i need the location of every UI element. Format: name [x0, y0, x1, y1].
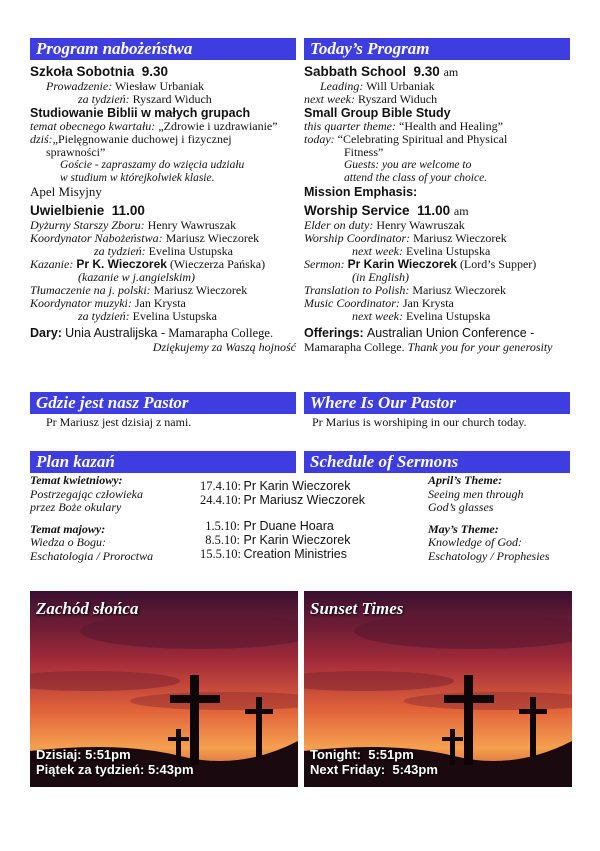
sabbath-school-title-en: Sabbath School 9.30 am	[304, 64, 459, 79]
sabbath-school-title-pl: Szkoła Sobotnia 9.30	[30, 64, 169, 79]
sermon-row: 8.5.10: Pr Karin Wieczorek	[205, 533, 351, 547]
program-english-header: Today’s Program	[304, 38, 570, 60]
sermons-english-header: Schedule of Sermons	[304, 451, 570, 473]
bible-study-title-pl: Studiowanie Biblii w małych grupach	[30, 106, 251, 120]
mission-en: Mission Emphasis:	[304, 185, 418, 199]
worship-title-pl: Uwielbienie 11.00	[30, 203, 145, 218]
program-polish: Program nabożeństwa Szkoła Sobotnia 9.30 Prowadzenie: Wiesław Urbaniak za tydzień: Ryszard Widuch Studiowanie Biblii w małych grupach temat obecnego kwartału: „Zdrowie i uzdrawianie” dziś:„Pielęgnowanie duchowej i fizycznej sprawności” Goście - zapraszamy do wzięcia udziału w studium w którejkolwiek klasie. Apel Misyjny Uwielbienie 11.00 Dyżurny Starszy Zboru: Henry Wawruszak Koordynator Nabożeństwa: Mariusz Wieczorek za tydzień: Evelina Ustupska Kazanie: Pr K. Wieczorek (Wieczerza Pańska) (kazanie w j.angielskim) Tłumaczenie na j. polski: Mariusz Wieczorek Koordynator muzyki: Jan Krysta za tydzień: Evelina Ustupska Dary: Unia Australijska - Mamarapha College. Dziękujemy za Waszą hojność	[30, 39, 296, 354]
sermon-row: 24.4.10: Pr Mariusz Wieczorek	[200, 493, 366, 507]
sermons-english-header-wrap	[304, 451, 570, 473]
sunset-photo-english	[304, 591, 572, 787]
sunset-photo-polish	[30, 591, 298, 787]
sermon-row: 17.4.10: Pr Karin Wieczorek	[200, 479, 351, 493]
pastor-polish	[30, 392, 296, 429]
mission-pl: Apel Misyjny	[30, 184, 102, 199]
sunset-times-pl: Dzisiaj: 5:51pm Piątek za tydzień: 5:43pm	[36, 747, 194, 777]
pastor-english-header: Where Is Our Pastor	[304, 392, 570, 414]
sunset-title-pl: Zachód słońca	[36, 599, 139, 618]
sermons-polish-header-wrap	[30, 451, 296, 473]
pastor-english	[304, 392, 570, 429]
sermon-schedule	[200, 479, 365, 561]
pastor-polish-header: Gdzie jest nasz Pastor	[30, 392, 296, 414]
sunset-title-en: Sunset Times	[310, 599, 404, 618]
program-english: Today’s Program Sabbath School 9.30 am Leading: Will Urbaniak next week: Ryszard Widuch Small Group Bible Study this quarter theme: “Health and Healing” today: “Celebrating Spiritual and Physical Fitness” Guests: you are welcome to attend the class of your choice. Mission Emphasis: Worship Service 11.00 am Elder on duty: Henry Wawruszak Worship Coordinator: Mariusz Wieczorek next week: Evelina Ustupska Sermon: Pr Karin Wieczorek (Lord’s Supper) (in English) Translation to Polish: Mariusz Wieczorek Music Coordinator: Jan Krysta next week: Evelina Ustupska Offerings: Australian Union Conference - Mamarapha College. Thank you for your generosity	[304, 38, 570, 354]
program-polish-header: Program nabożeństwa	[30, 38, 296, 60]
sermon-themes-polish: Temat kwietniowy: Postrzegając człowieka przez Boże okulary Temat majowy: Wiedza o Bogu: Eschatologia / Proroctwa	[30, 473, 154, 563]
pastor-polish-text: Pr Mariusz jest dzisiaj z nami.	[46, 415, 192, 429]
sunset-times-en: Tonight: 5:51pm Next Friday: 5:43pm	[310, 747, 438, 777]
pastor-english-text: Pr Marius is worshiping in our church today.	[312, 415, 527, 429]
sermon-themes-english: April’s Theme: Seeing men through God’s glasses May’s Theme: Knowledge of God: Eschatology / Prophesies	[428, 473, 550, 563]
sermon-row: 1.5.10: Pr Duane Hoara	[205, 519, 334, 533]
worship-title-en: Worship Service 11.00 am	[304, 203, 469, 218]
sermon-row: 15.5.10: Creation Ministries	[200, 547, 347, 561]
bible-study-title-en: Small Group Bible Study	[304, 106, 451, 120]
sermons-polish-header: Plan kazań	[30, 451, 296, 473]
